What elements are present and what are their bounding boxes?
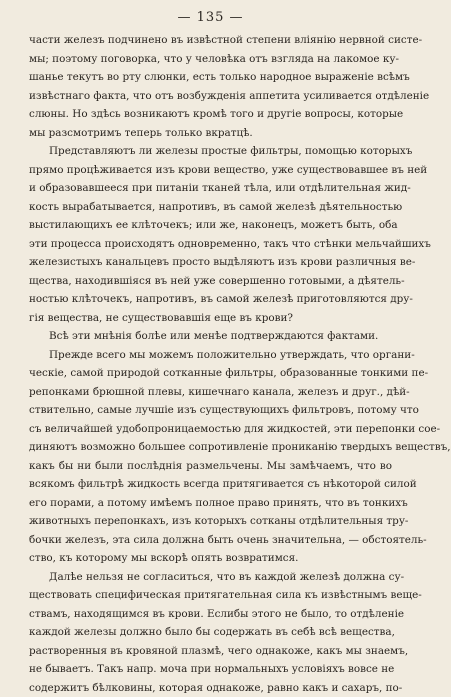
text-line: ство, къ которому мы вскорѣ опять возвратимся. — [29, 549, 392, 568]
text-line: части железъ подчинено въ извѣстной степени вліянію нервной систе- — [29, 31, 392, 50]
text-line: ностью клѣточекъ, напротивъ, въ самой железѣ приготовляются дру- — [29, 290, 392, 309]
paragraph — [29, 31, 392, 142]
paragraph — [29, 327, 392, 346]
text-line: каждой железы должно было бы содержать въ себѣ всѣ вещества, — [29, 623, 392, 642]
text-line: шанье текутъ во рту слюнки, есть только народное выраженіе всѣмъ — [29, 68, 392, 87]
text-line: Далѣе нельзя не согласиться, что въ каждой железѣ должна су- — [29, 568, 392, 587]
paragraph — [29, 346, 392, 568]
text-line: Всѣ эти мнѣнія болѣе или менѣе подтверждаются фактами. — [29, 327, 392, 346]
text-line: прямо процѣживается изъ крови вещество, уже существовавшее въ ней — [29, 161, 392, 180]
text-line: извѣстнаго факта, что отъ возбужденія аппетита усиливается отдѣленіе — [29, 87, 392, 106]
paragraph — [29, 142, 392, 327]
text-line: какъ бы ни были послѣднія размельчены. Мы замѣчаемъ, что во — [29, 457, 392, 476]
text-line: ческіе, самой природой сотканные фильтры, образованные тонкими пе- — [29, 364, 392, 383]
text-line: кость вырабатывается, напротивъ, въ самой железѣ дѣятельностью — [29, 198, 392, 217]
page-number: — 135 — — [29, 10, 392, 26]
text-line: съ величайшей удобопроницаемостью для жидкостей, эти перепонки сое- — [29, 420, 392, 439]
text-line: Прежде всего мы можемъ положительно утверждать, что органи- — [29, 346, 392, 365]
text-line: щества, находившіяся въ ней уже совершенно готовыми, а дѣятель- — [29, 272, 392, 291]
paragraph — [29, 568, 392, 697]
text-line: растворенныя въ кровяной плазмѣ, чего однакоже, какъ мы знаемъ, — [29, 642, 392, 661]
text-line: животныхъ перепонкахъ, изъ которыхъ сотканы отдѣлительныя тру- — [29, 512, 392, 531]
text-line: диняютъ возможно большее сопротивленіе прониканію твердыхъ веществъ, — [29, 438, 392, 457]
text-line: гія вещества, не существовавшія еще въ крови? — [29, 309, 392, 328]
text-line: бочки железъ, эта сила должна быть очень значительна, — обстоятель- — [29, 531, 392, 550]
text-line: ствамъ, находящимся въ крови. Еслибы этого не было, то отдѣленіе — [29, 605, 392, 624]
text-line: всякомъ фильтрѣ жидкость всегда притягивается съ нѣкоторой силой — [29, 475, 392, 494]
text-line: железистыхъ канальцевъ просто выдѣляютъ изъ крови различныя ве- — [29, 253, 392, 272]
text-line: ствительно, самые лучшіе изъ существующихъ фильтровъ, потому что — [29, 401, 392, 420]
text-line: и образовавшееся при питаніи тканей тѣла, или отдѣлительная жид- — [29, 179, 392, 198]
text-line: содержитъ бѣлковины, которая однакоже, равно какъ и сахаръ, по- — [29, 679, 392, 697]
text-line: Представляютъ ли железы простые фильтры, помощью которыхъ — [29, 142, 392, 161]
text-line: не бываетъ. Такъ напр. моча при нормальныхъ условіяхъ вовсе не — [29, 660, 392, 679]
text-line: его порами, а потому имѣемъ полное право принять, что въ тонкихъ — [29, 494, 392, 513]
text-line: ществовать специфическая притягательная сила къ извѣстнымъ веще- — [29, 586, 392, 605]
text-line: слюны. Но здѣсь возникаютъ кромѣ того и другіе вопросы, которые — [29, 105, 392, 124]
text-line: репонками брюшной плевы, кишечнаго канала, железъ и друг., дѣй- — [29, 383, 392, 402]
body-text — [29, 31, 392, 697]
text-line: мы; поэтому поговорка, что у человѣка отъ взгляда на лакомое ку- — [29, 50, 392, 69]
text-line: эти процесса происходятъ одновременно, такъ что стѣнки мельчайшихъ — [29, 235, 392, 254]
text-line: выстилающихъ ее клѣточекъ; или же, наконецъ, можетъ быть, оба — [29, 216, 392, 235]
text-line: мы разсмотримъ теперь только вкратцѣ. — [29, 124, 392, 143]
